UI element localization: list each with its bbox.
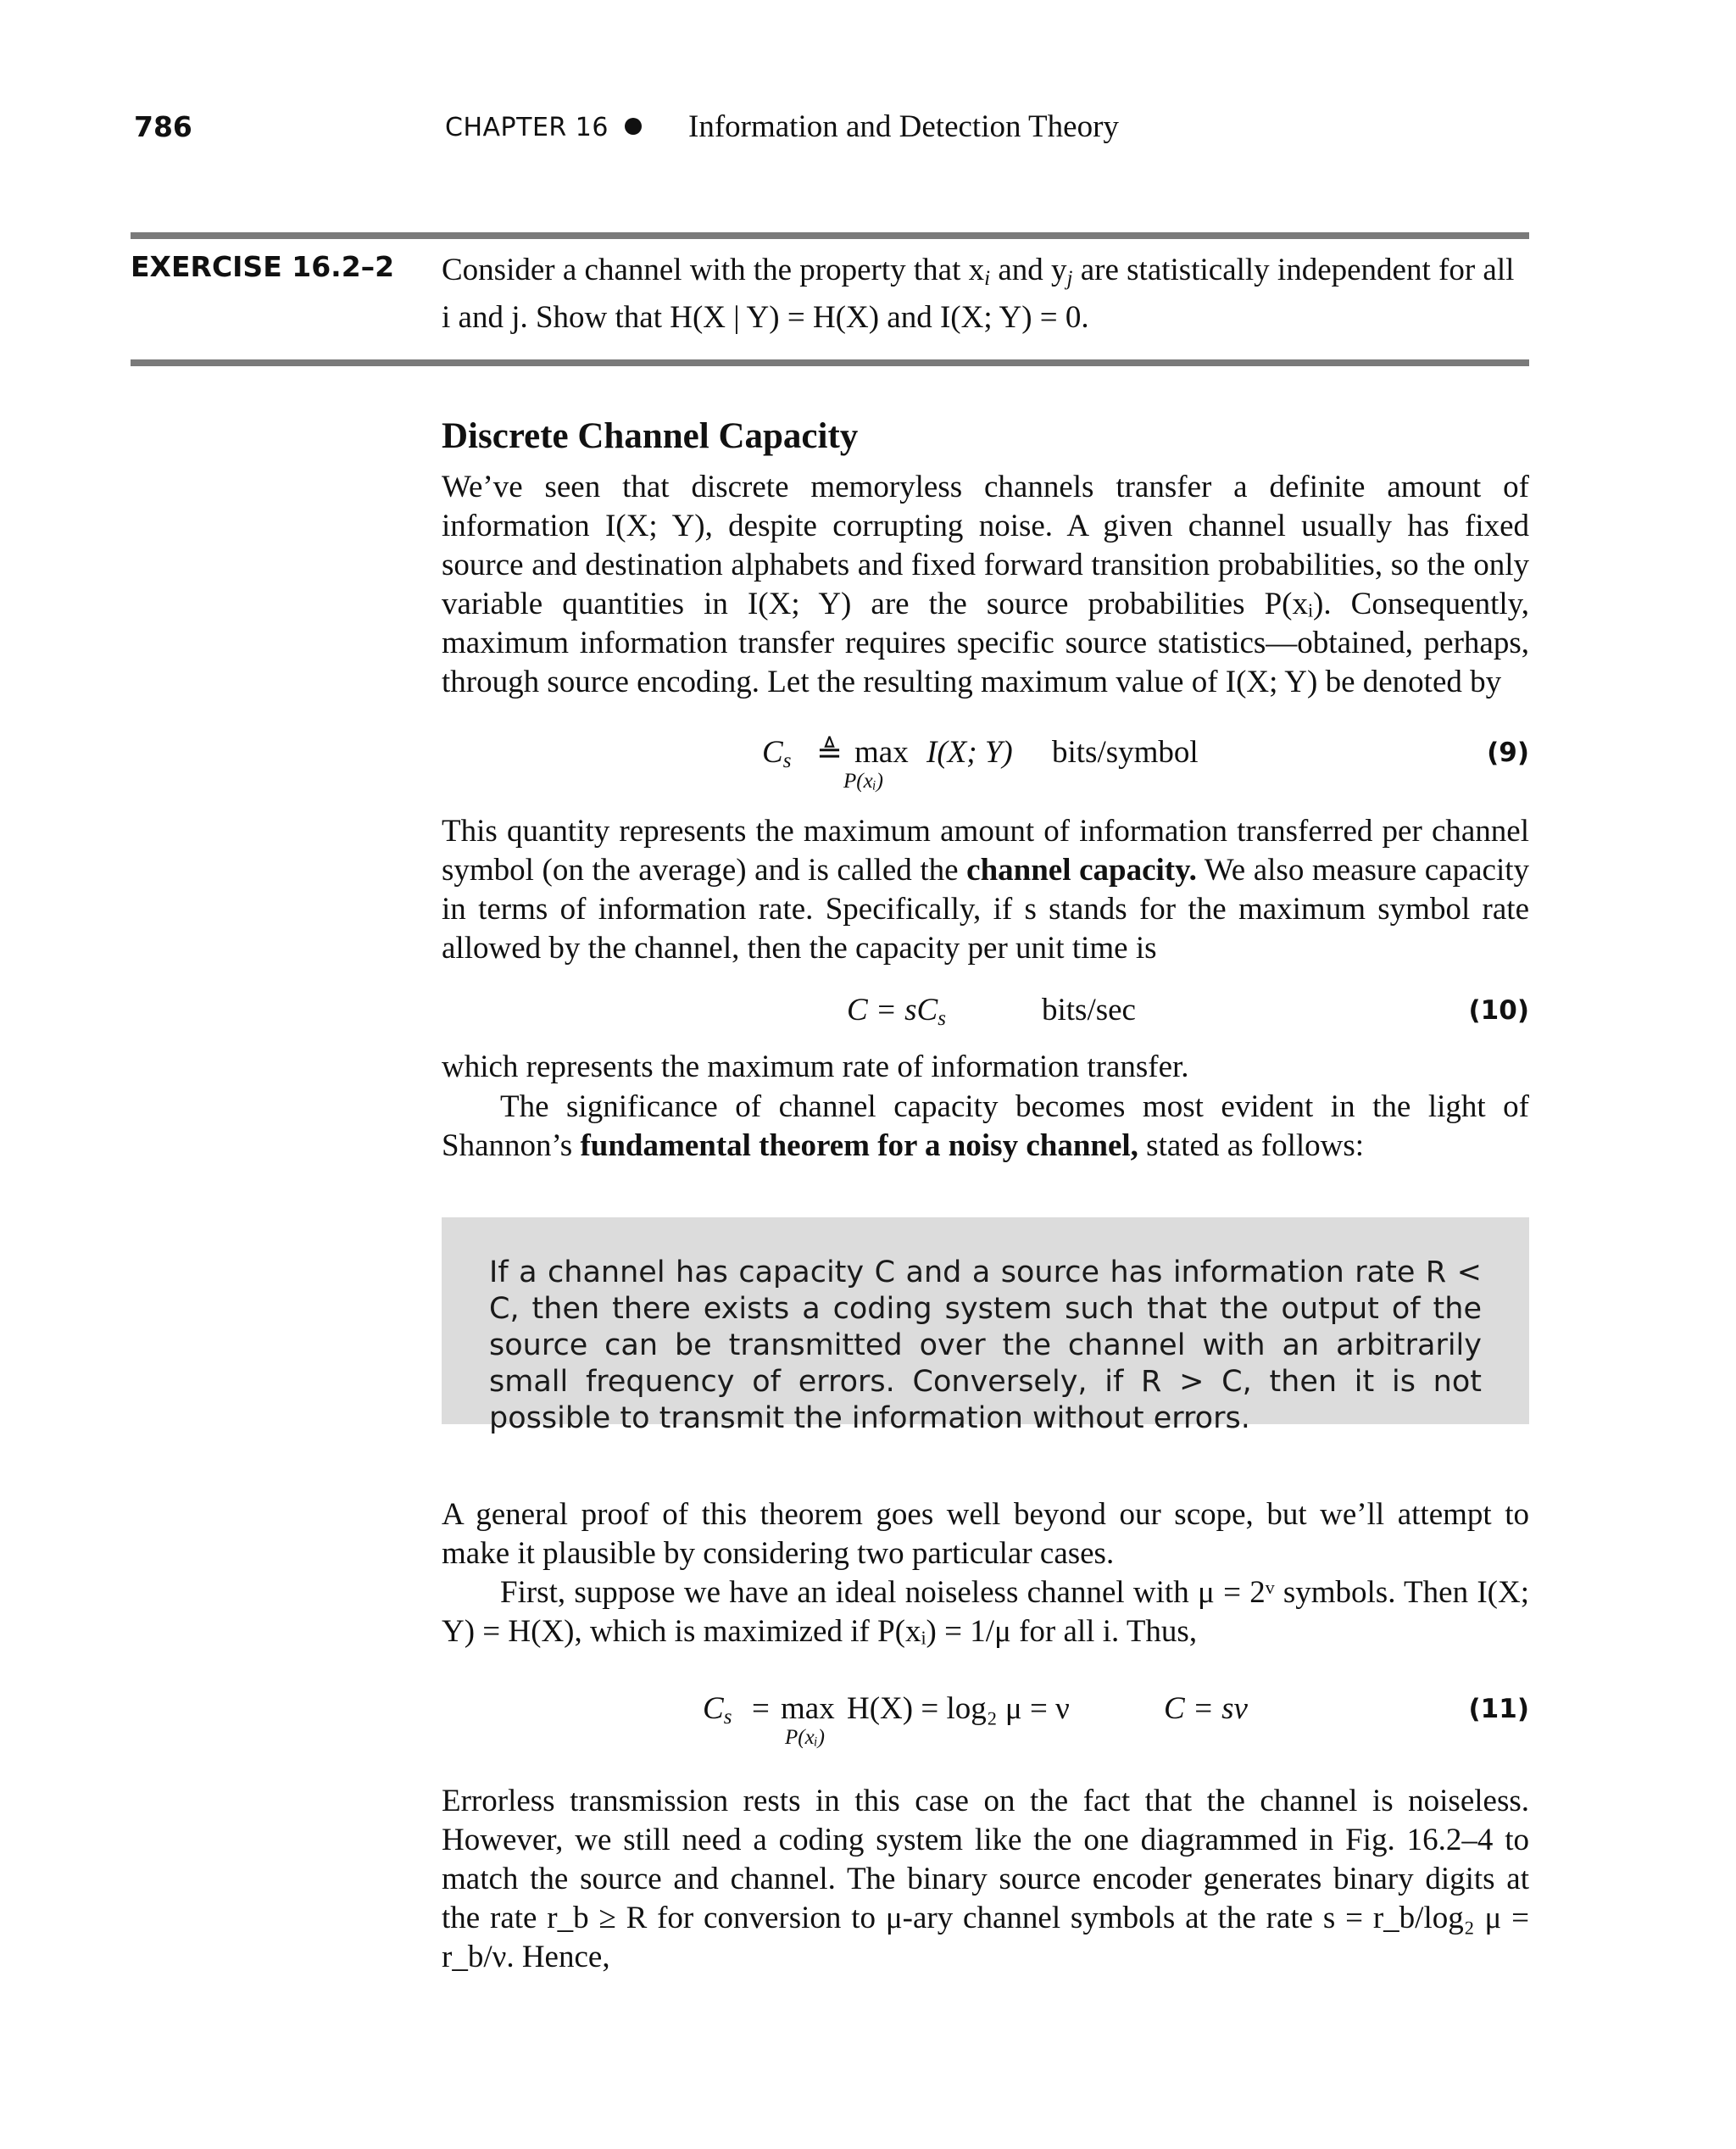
page-number: 786: [134, 110, 192, 143]
max-subscript: P(xᵢ): [785, 1726, 825, 1749]
theorem-box: [442, 1217, 1529, 1435]
max-operator: max: [781, 1691, 835, 1726]
equation-expression: I(X; Y): [926, 735, 1013, 770]
equation-number: (9): [1487, 738, 1529, 768]
term-fundamental-theorem: fundamental theorem for a noisy channel,: [580, 1128, 1138, 1163]
equation-rhs: C = sν: [1164, 1691, 1248, 1726]
equation-number: (11): [1468, 1694, 1529, 1724]
exercise-text-part: are statistically independent for all: [1072, 253, 1515, 287]
equation-lhs: $C_s$: [703, 1691, 732, 1729]
exercise-text-part: Consider a channel with the property that x: [442, 253, 985, 287]
theorem-text: If a channel has capacity C and a source has information rate R < C, then there exists a coding system such that the output of the source can be transmitted over the channel with an arbitrarily small frequency of errors. Conversely, if R > C, then it is not possible to transmit the information without errors.: [489, 1255, 1482, 1435]
paragraph: First, suppose we have an ideal noiseless channel with μ = 2ᵛ symbols. Then I(X; Y) = H(X), which is maximized if P(xᵢ) = 1/μ for all i. Thus,: [442, 1575, 1529, 1649]
paragraph-text: The significance of channel capacity becomes most evident in the light of Shannon’s: [442, 1089, 1529, 1163]
paragraph-text: This quantity represents the maximum amount of information transferred per channel symbol (on the average) and is called the: [442, 814, 1529, 888]
paragraph: [442, 812, 1529, 968]
paragraph: We’ve seen that discrete memoryless channels transfer a definite amount of information I(X; Y), despite corrupting noise. A given channel usually has fixed source and destination alphabets and fixed forward transition probabilities, so the only variable quantities in I(X; Y) are the source probabilities P(xᵢ). Consequently, maximum information transfer requires specific source statistics—obtained, perhaps, through source encoding. Let the resulting maximum value of I(X; Y) be denoted by: [442, 470, 1529, 699]
equation-units: bits/sec: [1042, 993, 1136, 1027]
equation-number: (10): [1468, 995, 1529, 1026]
exercise-bottom-rule: [131, 359, 1529, 366]
equation-11: [442, 1687, 1529, 1755]
equation-9: [442, 727, 1529, 795]
equation-expression: $C = sC_s$: [847, 993, 946, 1030]
paragraph-text: We also measure capacity in terms of information rate. Specifically, if s stands for the maximum symbol rate allowed by the channel, then the capacity per unit time is: [442, 853, 1530, 966]
exercise-top-rule: [131, 232, 1529, 239]
term-channel-capacity: channel capacity.: [966, 853, 1197, 888]
bullet-icon: [625, 118, 642, 135]
equation-expression: H(X) = log₂ μ = ν: [847, 1691, 1070, 1726]
chapter-label: CHAPTER 16: [445, 113, 609, 142]
defined-as-symbol: ≜: [816, 736, 843, 771]
exercise-text-part: and y: [990, 253, 1067, 287]
exercise-text: [442, 251, 1529, 337]
paragraph: A general proof of this theorem goes well beyond our scope, but we’ll attempt to make it plausible by considering two particular cases.: [442, 1497, 1529, 1571]
equation-lhs: $C_s$: [762, 735, 792, 772]
chapter-title: Information and Detection Theory: [688, 109, 1119, 144]
paragraph: which represents the maximum rate of information transfer.: [442, 1049, 1189, 1084]
equation-10: [442, 987, 1529, 1055]
exercise-label: EXERCISE 16.2–2: [131, 250, 395, 283]
paragraph: Errorless transmission rests in this case on the fact that the channel is noiseless. However, we still need a coding system like the one diagrammed in Fig. 16.2–4 to match the source and channel. The binary source encoder generates binary digits at the rate r_b ≥ R for conversion to μ-ary channel symbols at the rate s = r_b/log₂ μ = r_b/ν. Hence,: [442, 1784, 1529, 1974]
section-heading: Discrete Channel Capacity: [442, 416, 859, 456]
exercise-sub-i: i: [984, 267, 991, 290]
max-operator: max: [854, 735, 909, 770]
max-subscript: P(xᵢ): [843, 770, 883, 793]
paragraph-text: stated as follows:: [1138, 1128, 1365, 1163]
equals-symbol: =: [752, 1691, 770, 1726]
paragraph: [442, 1088, 1529, 1166]
exercise-sub-j: j: [1066, 267, 1073, 290]
exercise-text-line2: i and j. Show that H(X | Y) = H(X) and I(X; Y) = 0.: [442, 300, 1089, 335]
equation-units: bits/symbol: [1052, 735, 1199, 770]
